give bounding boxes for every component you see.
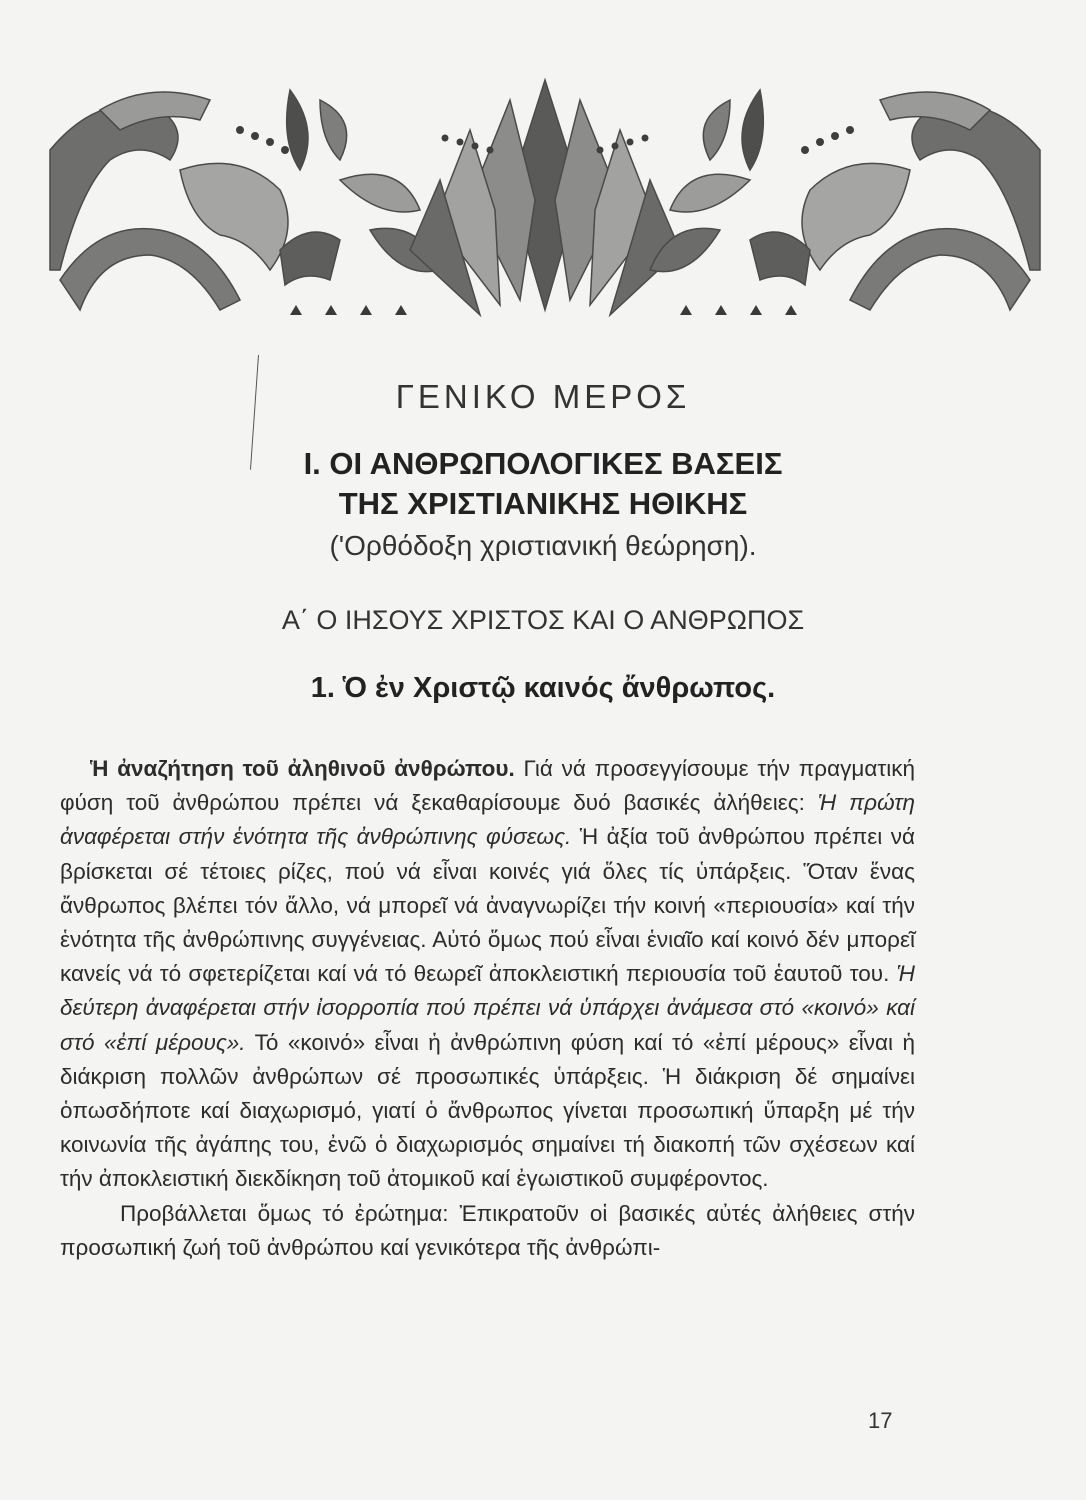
paragraph-text-2: Ἡ ἀξία τοῦ ἀνθρώπου πρέπει νά βρίσκεται σέ τέτοιες ρίζες, πού νά εἶναι κοινές γιά ὅλες τίς ὑπάρξεις. Ὅταν ἕνας ἄνθρωπος βλέπει τόν ἄλλο, νά μπορεῖ νά ἀναγνωρίζει τήν κοινή «περιουσία» καί τήν ἑνότητα τῆς ἀνθρώπινης συγγένειας. Αὐτό ὅμως πού εἶναι ἑνιαῖο καί κοινό δέν μπορεῖ κανείς νά τό σφετερίζεται καί νά τό θεωρεῖ ἀποκλειστική περιουσία τοῦ ἑαυτοῦ του.	[60, 824, 915, 987]
chapter-title	[0, 444, 1086, 524]
paragraph-lead: Ἡ ἀναζήτηση τοῦ ἀληθινοῦ ἀνθρώπου.	[90, 756, 515, 781]
chapter-subtitle: ('Ορθόδοξη χριστιανική θεώρηση).	[329, 530, 757, 561]
paragraph-text-1: Γιά νά προσεγγίσουμε τήν πραγματική φύση τοῦ ἀνθρώπου πρέπει νά ξεκαθαρίσουμε δυό βασικές ἀλήθειες:	[60, 756, 915, 816]
section-title: Α΄ Ο ΙΗΣΟΥΣ ΧΡΙΣΤΟΣ ΚΑΙ Ο ΑΝΘΡΩΠΟΣ	[281, 605, 805, 635]
paragraph-1	[60, 752, 915, 1197]
chapter-title-line2: ΤΗΣ ΧΡΙΣΤΙΑΝΙΚΗΣ ΗΘΙΚΗΣ	[338, 486, 748, 521]
page-number: 17	[868, 1408, 893, 1433]
part-title: ΓΕΝΙΚΟ ΜΕΡΟΣ	[395, 378, 691, 415]
paragraph-2: Προβάλλεται ὅμως τό ἐρώτημα: Ἐπικρατοῦν οἱ βασικές αὐτές ἀλήθειες στήν προσωπική ζωή τοῦ ἀνθρώπου καί γενικότερα τῆς ἀνθρώπι-	[60, 1200, 915, 1260]
chapter-title-line1: Ι. ΟΙ ΑΝΘΡΩΠΟΛΟΓΙΚΕΣ ΒΑΣΕΙΣ	[303, 446, 783, 481]
body-text	[60, 752, 915, 1265]
subsection-title: 1. Ὁ ἐν Χριστῷ καινός ἄνθρωπος.	[310, 672, 776, 704]
mosaic-ornament-header	[40, 70, 1050, 330]
paragraph-emphasis-2: Ἡ δεύτερη ἀναφέρεται στήν ἰσορροπία πού πρέπει νά ὑπάρχει ἀνάμεσα στό «κοινό» καί στό «ἐπί μέρους».	[60, 961, 915, 1055]
paragraph-emphasis-1: Ἡ πρώτη ἀναφέρεται στήν ἑνότητα τῆς ἀνθρώπινης φύσεως.	[60, 790, 916, 850]
paragraph-text-3: Τό «κοινό» εἶναι ἡ ἀνθρώπινη φύση καί τό «ἐπί μέρους» εἶναι ἡ διάκριση πολλῶν ἀνθρώπων σέ προσωπικές ὑπάρξεις. Ἡ διάκριση δέ σημαίνει ὁπωσδήποτε καί διαχωρισμό, γιατί ὁ ἄνθρωπος γίνεται προσωπική ὕπαρξη μέ τήν κοινωνία τῆς ἀγάπης του, ἐνῶ ὁ διαχωρισμός σημαίνει τή διακοπή τῶν σχέσεων καί τήν ἀποκλειστική διεκδίκηση τοῦ ἀτομικοῦ καί ἐγωιστικοῦ συμφέροντος.	[60, 1029, 915, 1192]
